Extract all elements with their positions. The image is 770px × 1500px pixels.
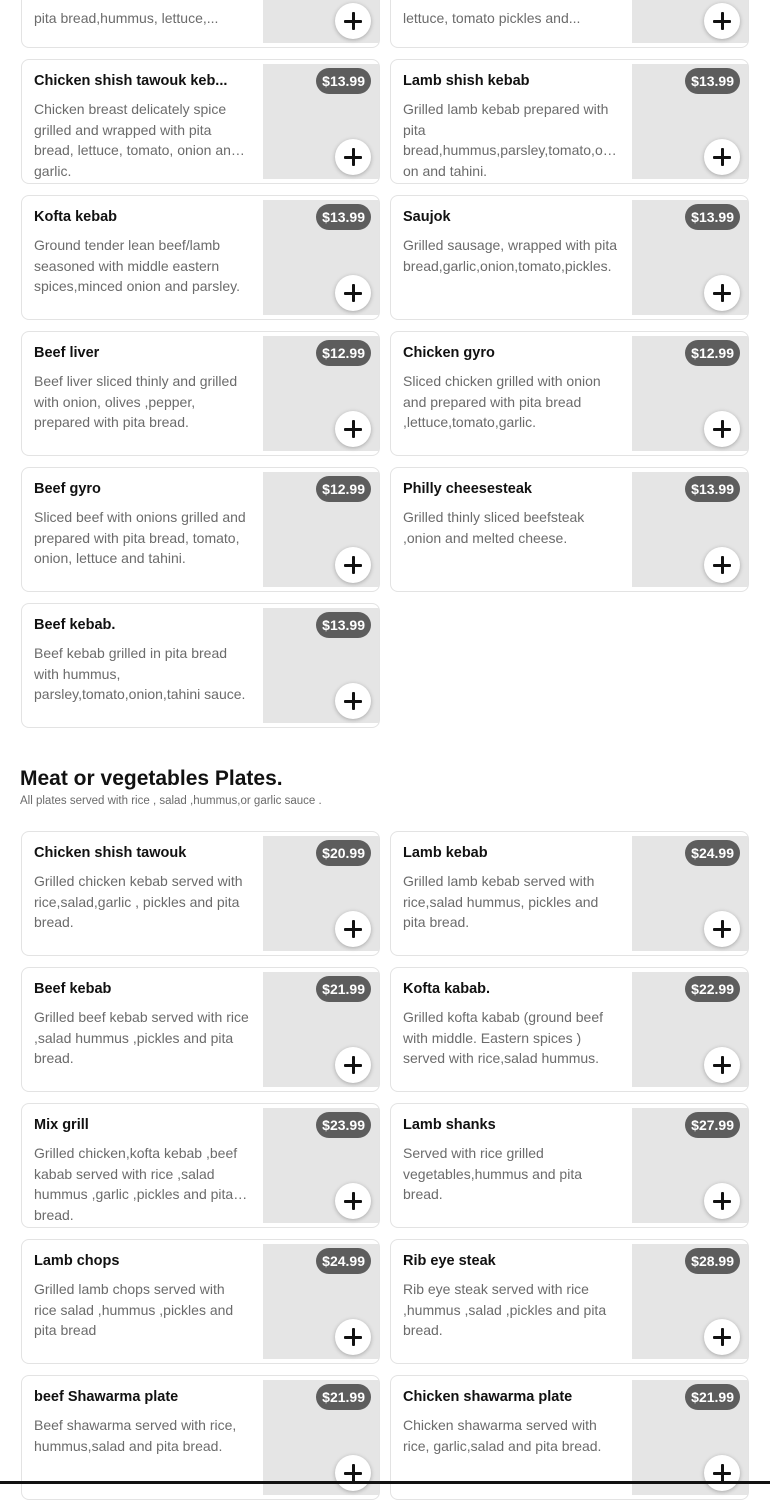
menu-item-description: pita bread,hummus, lettuce,...	[34, 10, 219, 26]
menu-item-info	[403, 1116, 618, 1205]
plus-icon	[344, 148, 362, 166]
add-to-cart-button[interactable]	[704, 411, 740, 447]
menu-item-name: Chicken gyro	[403, 345, 495, 361]
section-subtitle: All plates served with rice , salad ,hummus,or garlic sauce .	[20, 795, 322, 807]
plus-icon	[344, 1056, 362, 1074]
add-to-cart-button[interactable]	[335, 1455, 371, 1491]
menu-item-card[interactable]	[21, 967, 380, 1092]
menu-item-name: Philly cheesesteak	[403, 481, 532, 497]
menu-item-card[interactable]	[21, 603, 380, 728]
plus-icon	[713, 12, 731, 30]
menu-item-name: beef Shawarma plate	[34, 1389, 179, 1405]
add-to-cart-button[interactable]	[335, 1047, 371, 1083]
section-title: Meat or vegetables Plates.	[20, 767, 283, 790]
add-to-cart-button[interactable]	[704, 547, 740, 583]
menu-item-name: Lamb kebab	[403, 845, 488, 861]
menu-item-info	[34, 480, 249, 569]
menu-item-description: Grilled kofta kabab (ground beef with middle. Eastern spices ) served with rice,salad hummus.	[403, 1009, 604, 1066]
price-badge: $20.99	[316, 840, 371, 866]
add-to-cart-button[interactable]	[704, 1183, 740, 1219]
add-to-cart-button[interactable]	[704, 911, 740, 947]
menu-item-name: Rib eye steak	[403, 1253, 496, 1269]
plus-icon	[713, 1056, 731, 1074]
price-badge: $21.99	[685, 1384, 740, 1410]
plus-icon	[713, 420, 731, 438]
add-to-cart-button[interactable]	[704, 139, 740, 175]
menu-item-description: Grilled lamb chops served with rice salad ,hummus ,pickles and pita bread	[34, 1281, 234, 1338]
add-to-cart-button[interactable]	[335, 139, 371, 175]
price-badge: $24.99	[316, 1248, 371, 1274]
menu-item-description: Ground tender lean beef/lamb seasoned with middle eastern spices,minced onion and parsley.	[34, 237, 240, 294]
plus-icon	[713, 556, 731, 574]
menu-item-description: Grilled lamb kebab served with rice,salad hummus, pickles and pita bread.	[403, 873, 599, 930]
plus-icon	[344, 692, 362, 710]
add-to-cart-button[interactable]	[335, 547, 371, 583]
menu-item-card[interactable]	[390, 1239, 749, 1364]
menu-item-name: Kofta kabab.	[403, 981, 491, 997]
menu-item-description: Rib eye steak served with rice ,hummus ,salad ,pickles and pita bread.	[403, 1281, 607, 1338]
menu-item-card[interactable]	[21, 59, 380, 184]
menu-item-name: Chicken shawarma plate	[403, 1389, 573, 1405]
menu-item-info	[403, 344, 618, 433]
add-to-cart-button[interactable]	[704, 275, 740, 311]
plus-icon	[713, 284, 731, 302]
price-badge: $12.99	[316, 476, 371, 502]
add-to-cart-button[interactable]	[335, 411, 371, 447]
menu-item-name: Beef kebab.	[34, 617, 116, 633]
menu-item-name: Mix grill	[34, 1117, 89, 1133]
price-badge: $21.99	[316, 1384, 371, 1410]
menu-item-info	[34, 980, 249, 1069]
price-badge: $13.99	[316, 68, 371, 94]
plus-icon	[344, 420, 362, 438]
menu-item-description: Beef shawarma served with rice, hummus,salad and pita bread.	[34, 1417, 237, 1454]
menu-item-info	[34, 1388, 249, 1456]
menu-item-description: Chicken shawarma served with rice, garlic,salad and pita bread.	[403, 1417, 602, 1454]
menu-item-name: Chicken shish tawouk	[34, 845, 187, 861]
menu-item-card[interactable]	[21, 195, 380, 320]
menu-item-info	[403, 980, 618, 1069]
menu-item-info	[34, 344, 249, 433]
plus-icon	[344, 556, 362, 574]
add-to-cart-button[interactable]	[704, 1319, 740, 1355]
menu-item-info	[34, 1252, 249, 1341]
menu-item-info	[34, 616, 249, 705]
menu-item-description: Grilled beef kebab served with rice ,salad hummus ,pickles and pita bread.	[34, 1009, 249, 1066]
price-badge: $21.99	[316, 976, 371, 1002]
price-badge: $22.99	[685, 976, 740, 1002]
menu-item-name: Kofta kebab	[34, 209, 117, 225]
plus-icon	[344, 920, 362, 938]
menu-item-name: Lamb chops	[34, 1253, 120, 1269]
menu-item-card[interactable]	[390, 1103, 749, 1228]
price-badge: $12.99	[316, 340, 371, 366]
menu-item-info	[403, 72, 618, 179]
menu-item-name: Beef gyro	[34, 481, 101, 497]
plus-icon	[344, 1464, 362, 1482]
plus-icon	[713, 1328, 731, 1346]
menu-item-info	[403, 1252, 618, 1341]
price-badge: $13.99	[316, 612, 371, 638]
price-badge: $24.99	[685, 840, 740, 866]
menu-item-description: Grilled sausage, wrapped with pita bread,garlic,onion,tomato,pickles.	[403, 237, 618, 274]
menu-item-info	[34, 72, 249, 179]
menu-item-description: Grilled thinly sliced beefsteak ,onion and melted cheese.	[403, 509, 585, 546]
menu-item-info	[403, 480, 618, 548]
plus-icon	[713, 920, 731, 938]
menu-item-description: lettuce, tomato pickles and...	[403, 10, 581, 26]
menu-item-name: Lamb shish kebab	[403, 73, 530, 89]
menu-item-card[interactable]	[390, 195, 749, 320]
menu-item-description: Beef kebab grilled in pita bread with hummus, parsley,tomato,onion,tahini sauce.	[34, 645, 246, 702]
menu-item-description: Chicken breast delicately spice grilled and wrapped with pita bread, lettuce, tomato, onion and garlic.	[34, 101, 239, 179]
price-badge: $12.99	[685, 340, 740, 366]
menu-item-card[interactable]	[390, 967, 749, 1092]
plus-icon	[344, 12, 362, 30]
add-to-cart-button[interactable]	[335, 275, 371, 311]
price-badge: $27.99	[685, 1112, 740, 1138]
menu-item-description: Sliced chicken grilled with onion and prepared with pita bread ,lettuce,tomato,garlic.	[403, 373, 601, 430]
menu-item-info	[403, 208, 618, 276]
plus-icon	[344, 284, 362, 302]
price-badge: $23.99	[316, 1112, 371, 1138]
menu-item-description: Grilled lamb kebab prepared with pita bread,hummus,parsley,tomato,onion and tahini.	[403, 101, 614, 179]
plus-icon	[713, 1192, 731, 1210]
plus-icon	[713, 148, 731, 166]
price-badge: $13.99	[316, 204, 371, 230]
menu-item-card[interactable]	[21, 467, 380, 592]
menu-item-info	[34, 8, 249, 29]
menu-item-description: Grilled chicken kebab served with rice,salad,garlic , pickles and pita bread.	[34, 873, 243, 930]
menu-item-info	[403, 1388, 618, 1456]
menu-item-info	[34, 1116, 249, 1223]
add-to-cart-button[interactable]	[335, 911, 371, 947]
menu-item-info	[403, 844, 618, 933]
plus-icon	[713, 1464, 731, 1482]
menu-item-card[interactable]	[390, 331, 749, 456]
menu-item-description: Beef liver sliced thinly and grilled with onion, olives ,pepper, prepared with pita bread.	[34, 373, 238, 430]
menu-item-description: Grilled chicken,kofta kebab ,beef kabab served with rice ,salad hummus ,garlic ,pickles and pita bread.	[34, 1145, 238, 1223]
menu-item-description: Sliced beef with onions grilled and prepared with pita bread, tomato, onion, lettuce and tahini.	[34, 509, 246, 566]
menu-item-card[interactable]	[21, 0, 380, 48]
menu-item-name: Beef liver	[34, 345, 100, 361]
add-to-cart-button[interactable]	[335, 683, 371, 719]
menu-item-card[interactable]	[21, 1239, 380, 1364]
menu-item-card[interactable]	[390, 831, 749, 956]
menu-item-description: Served with rice grilled vegetables,hummus and pita bread.	[403, 1145, 582, 1202]
menu-item-card[interactable]	[21, 831, 380, 956]
menu-item-card[interactable]	[390, 467, 749, 592]
add-to-cart-button[interactable]	[704, 1047, 740, 1083]
menu-item-name: Chicken shish tawouk keb...	[34, 73, 228, 89]
menu-item-info	[34, 208, 249, 297]
price-badge: $13.99	[685, 476, 740, 502]
plus-icon	[344, 1192, 362, 1210]
menu-item-name: Beef kebab	[34, 981, 112, 997]
menu-item-card[interactable]	[390, 59, 749, 184]
price-badge: $13.99	[685, 68, 740, 94]
price-badge: $28.99	[685, 1248, 740, 1274]
menu-item-card[interactable]	[21, 331, 380, 456]
bottom-divider	[0, 1481, 770, 1484]
add-to-cart-button[interactable]	[335, 3, 371, 39]
menu-item-card[interactable]	[21, 1103, 380, 1228]
menu-item-info	[34, 844, 249, 933]
add-to-cart-button[interactable]	[335, 1183, 371, 1219]
add-to-cart-button[interactable]	[704, 3, 740, 39]
menu-item-card[interactable]	[390, 0, 749, 48]
add-to-cart-button[interactable]	[335, 1319, 371, 1355]
menu-item-info	[403, 8, 618, 29]
add-to-cart-button[interactable]	[704, 1455, 740, 1491]
price-badge: $13.99	[685, 204, 740, 230]
menu-item-name: Saujok	[403, 209, 451, 225]
plus-icon	[344, 1328, 362, 1346]
menu-item-name: Lamb shanks	[403, 1117, 496, 1133]
